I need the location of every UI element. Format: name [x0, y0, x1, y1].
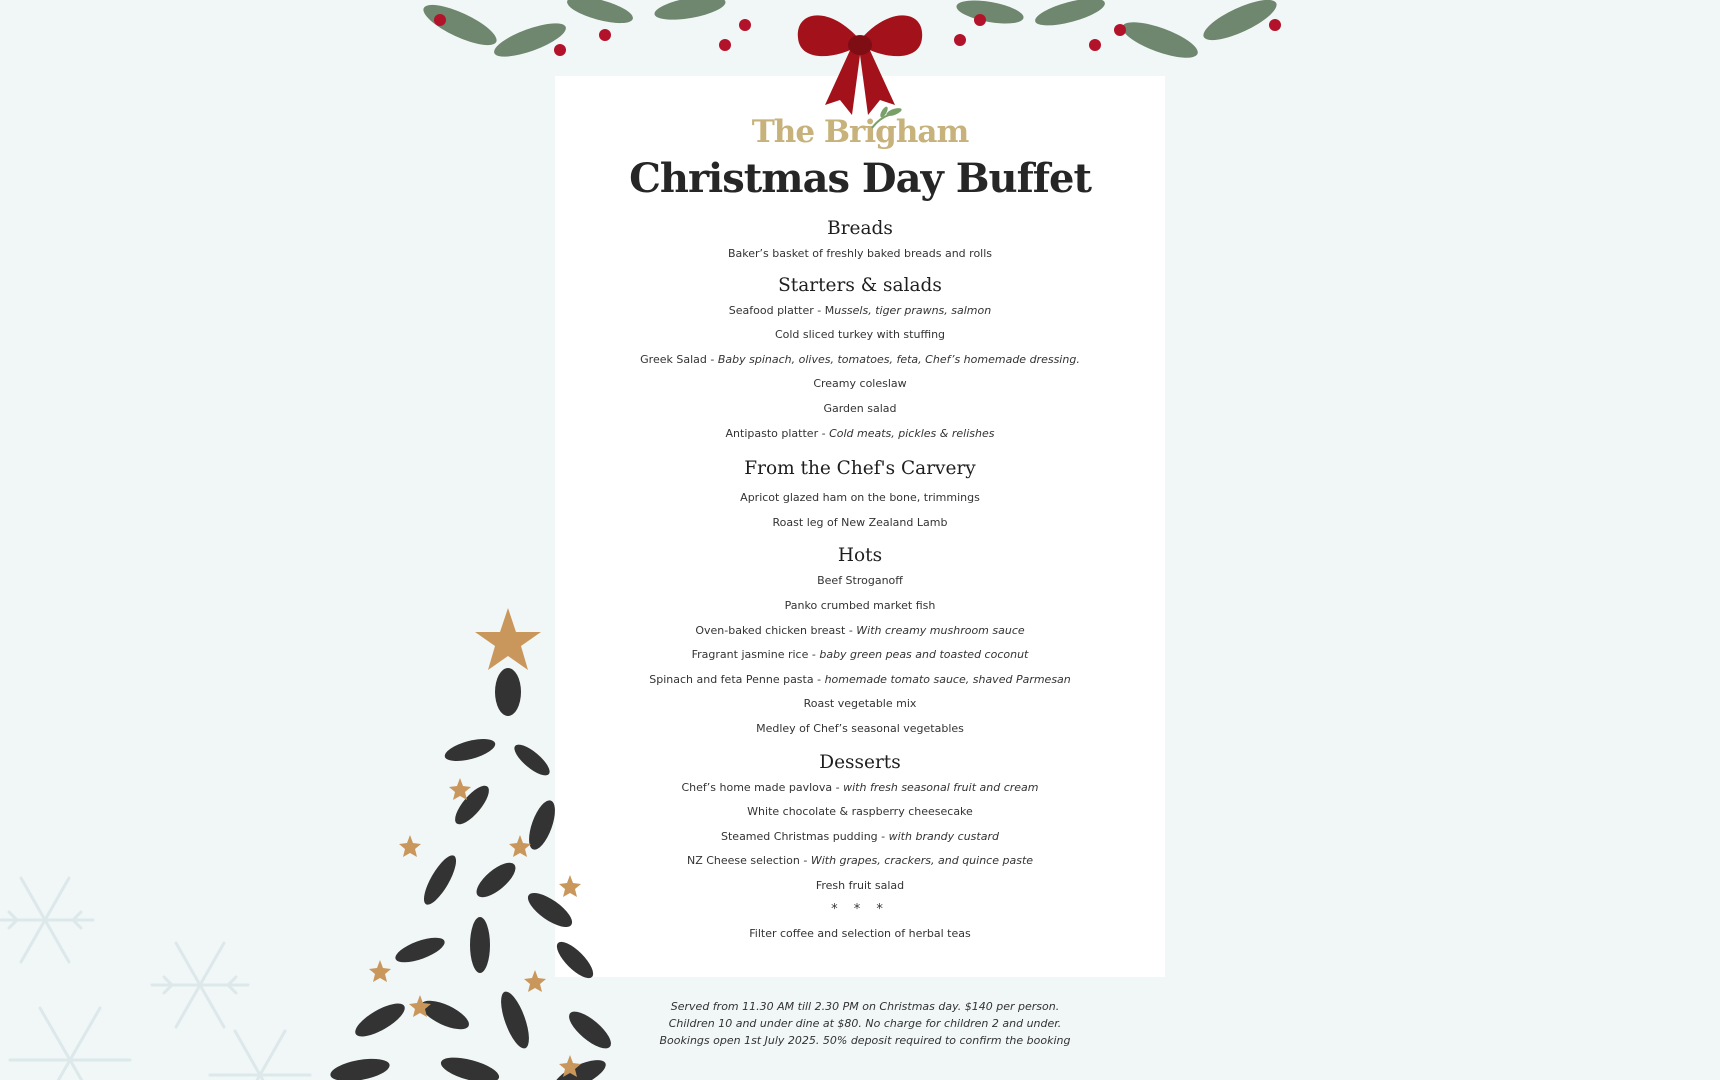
leaf-sprig-icon [870, 106, 902, 130]
brand-name: The Brigham [751, 114, 969, 150]
menu-item: NZ Cheese selection - With grapes, crackers, and quince paste [686, 854, 1034, 868]
menu-item: Roast leg of New Zealand Lamb [772, 515, 948, 529]
menu-item: Greek Salad - Baby spinach, olives, tomatoes, feta, Chef’s homemade dressing. [640, 352, 1080, 366]
page-title: Christmas Day Buffet [629, 155, 1091, 202]
menu-item: Baker’s basket of freshly baked breads and rolls [727, 247, 993, 260]
menu-item: Garden salad [823, 401, 897, 415]
menu-item: Creamy coleslaw [813, 377, 907, 391]
menu-item: Antipasto platter - Cold meats, pickles & relishes [725, 426, 995, 440]
menu-item: Beef Stroganoff [817, 574, 903, 588]
snowflake-icon [10, 1008, 130, 1080]
footer-info [555, 998, 1175, 1049]
section-title-starters: Starters & salads [778, 274, 942, 296]
footer-line: Bookings open 1st July 2025. 50% deposit required to confirm the booking [659, 1034, 1071, 1047]
section-title-desserts: Desserts [819, 751, 901, 773]
menu-item: Cold sliced turkey with stuffing [774, 328, 946, 342]
menu-item: Seafood platter - Mussels, tiger prawns, salmon [728, 303, 992, 317]
footer-line: Children 10 and under dine at $80. No charge for children 2 and under. [668, 1017, 1062, 1030]
menu-item: Medley of Chef’s seasonal vegetables [756, 721, 964, 735]
snowflake-icon [152, 943, 248, 1027]
snowflake-icon [0, 878, 93, 962]
menu-item: Panko crumbed market fish [784, 598, 936, 612]
closing-item: Filter coffee and selection of herbal teas [749, 927, 971, 941]
brand-logo [750, 96, 970, 154]
menu-item: Fresh fruit salad [815, 878, 905, 892]
snowflake-icon [210, 1031, 310, 1080]
menu-content [555, 96, 1165, 947]
section-title-hots: Hots [837, 545, 883, 567]
star-icon [475, 608, 541, 670]
menu-item: Apricot glazed ham on the bone, trimmings [740, 491, 980, 505]
menu-item: Chef’s home made pavlova - with fresh seasonal fruit and cream [681, 780, 1039, 794]
menu-item: White chocolate & raspberry cheesecake [747, 805, 973, 819]
section-title-breads: Breads [827, 218, 893, 239]
footer-line: Served from 11.30 AM till 2.30 PM on Christmas day. $140 per person. [670, 1000, 1060, 1013]
separator: * * * [831, 902, 889, 918]
menu-item: Oven-baked chicken breast - With creamy mushroom sauce [695, 623, 1025, 637]
menu-item: Spinach and feta Penne pasta - homemade tomato sauce, shaved Parmesan [649, 672, 1071, 686]
section-title-carvery: From the Chef's Carvery [744, 458, 976, 480]
menu-item: Roast vegetable mix [803, 697, 917, 711]
menu-item: Steamed Christmas pudding - with brandy custard [721, 829, 999, 843]
menu-item: Fragrant jasmine rice - baby green peas and toasted coconut [691, 648, 1029, 662]
